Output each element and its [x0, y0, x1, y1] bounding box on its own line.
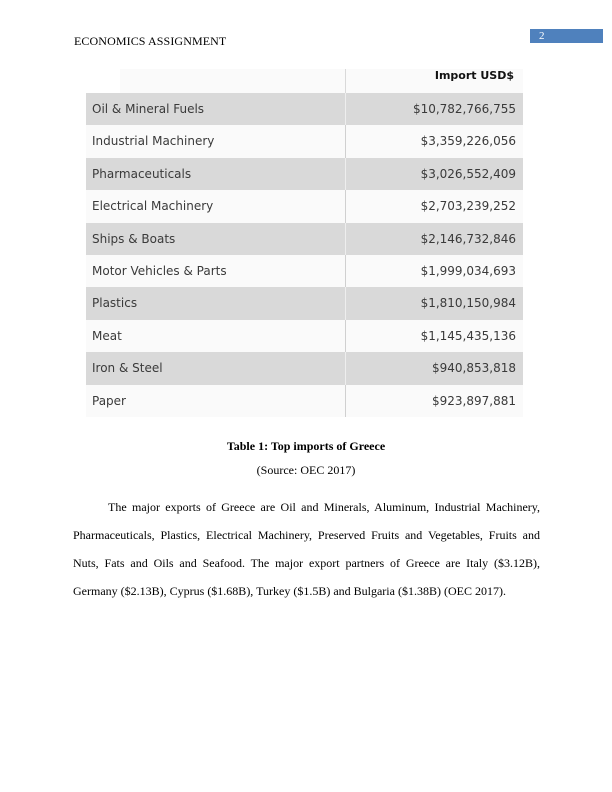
column-divider [345, 352, 346, 384]
table-row [86, 287, 523, 319]
column-divider [345, 255, 346, 287]
table-row [86, 352, 523, 384]
column-divider [345, 320, 346, 352]
table-row [86, 125, 523, 157]
row-category: Meat [92, 328, 122, 343]
row-category: Oil & Mineral Fuels [92, 102, 205, 116]
row-category: Electrical Machinery [92, 199, 214, 214]
column-divider [345, 287, 346, 319]
row-value: $923,897,881 [432, 393, 516, 408]
row-value: $1,999,034,693 [420, 264, 516, 278]
column-divider [345, 385, 346, 417]
imports-table [86, 63, 523, 416]
row-category: Paper [92, 393, 126, 408]
table-caption-source: (Source: OEC 2017) [256, 463, 356, 477]
table-row [86, 255, 523, 287]
row-value: $940,853,818 [432, 361, 516, 376]
page-number-box [530, 29, 603, 43]
column-divider [345, 93, 346, 125]
row-category: Ships & Boats [92, 231, 176, 246]
row-category: Plastics [92, 296, 138, 311]
table-row [86, 190, 523, 222]
table-row [86, 385, 523, 417]
row-value: $3,026,552,409 [420, 166, 516, 181]
row-category: Pharmaceuticals [92, 166, 192, 181]
column-divider [345, 125, 346, 157]
row-value: $10,782,766,755 [412, 102, 516, 116]
row-category: Motor Vehicles & Parts [92, 264, 227, 278]
row-value: $1,810,150,984 [420, 296, 516, 311]
table-row [86, 158, 523, 190]
row-value: $2,703,239,252 [420, 199, 516, 214]
row-value: $3,359,226,056 [420, 134, 516, 149]
column-divider [345, 223, 346, 255]
table-row [86, 223, 523, 255]
body-paragraph: The major exports of Greece are Oil and Minerals, Aluminum, Industrial Machinery, Pharmaceuticals, Plastics, Electrical Machinery, Preserved Fruits and Vegetables, Fruits and Nuts, Fats and Oils and Seafood. The major export partners of Greece are Italy ($3.12B), Germany ($2.13B), Cyprus ($1.68B), Turkey ($1.5B) and Bulgaria ($1.38B) (OEC 2017). [73, 500, 540, 598]
row-category: Iron & Steel [92, 361, 163, 376]
running-head: ECONOMICS ASSIGNMENT [74, 34, 227, 48]
row-value: $1,145,435,136 [420, 328, 516, 343]
page-number: 2 [539, 30, 545, 42]
table-row [86, 320, 523, 352]
table-header-divider [345, 69, 346, 93]
column-header-import-usd: Import USD$ [434, 69, 514, 82]
row-value: $2,146,732,846 [420, 231, 516, 246]
table-row [86, 93, 523, 125]
column-divider [345, 158, 346, 190]
column-divider [345, 190, 346, 222]
row-category: Industrial Machinery [92, 134, 215, 149]
table-caption-title: Table 1: Top imports of Greece [226, 439, 386, 453]
